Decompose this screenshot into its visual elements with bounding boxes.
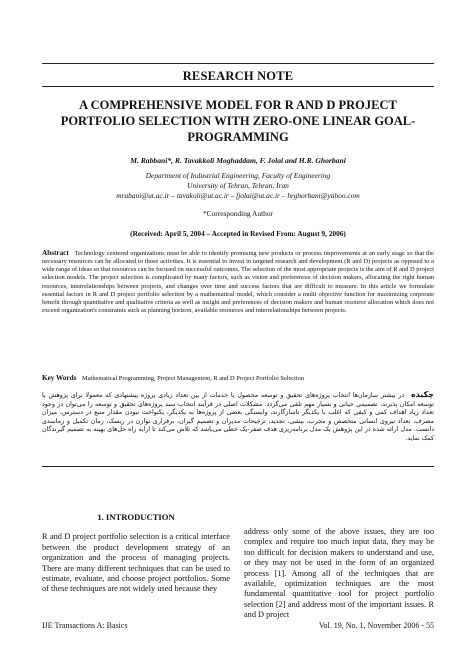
persian-abstract-text: در بیشتر سازمان‌ها انتخاب پروژه‌های تحقیق و توسعه محصول یا خدمات از بین تعداد زیادی پروژه پیشنهادی که معمولا برای پژوهش یا توسعه امکان پذیرند، تصمیمی حیاتی و بسیار مهم تلقی می‌گردد. مشکلات اصلی در فرآیند انتخاب سبد پروژه‌های تحقیق و توسعه را می‌توان در وجود تعداد زیاد اهداف کمی و کیفی که اغلب با یکدیگر ناسازگارند، وابستگی بعضی از پروژه‌ها به یکدیگر، یکنواخت نبودن مقدار منبع در دسترس، میزان مصرف، تعداد نیروی انسانی متخصص و مجرب، بیشی، تجدید، ترجیحات مدیران و تصمیم گیران، برقراری توازن در ریسک، زمان تکمیل و زمانبندی دانست. مدل ارائه شده در این پژوهش یک مدل برنامه‌ریزی هدف صفر-یک خطی می‌باشد که تلاش می‌کند تا ارایه راه حل‌های بهینه به تصمیم گیرندگان کمک نماید. (42, 392, 434, 442)
introduction-heading: 1. INTRODUCTION (97, 512, 175, 522)
abstract-text: Technology centered organizations must be able to identify promising new products or process improvements at an early stage so that the necessary resources can be allocated to those activities. It is essential to invest in targeted research and development (R and D) projects as opposed to a wide range of ideas so that resources can be focused on successful outcomes. The selection of the most appropriate projects is the aim of R and D project selection models. The project selection is complicated by many factors, such as vision and preferences of decision makers, allocating the right human resources, interrelationships between projects, and changes over time and success factors that are difficult to measure. In this article we formulate essential factors in R and D project portfolio selection by a mathematical model, which consider a multi objective function for maximizing corporate benefit through quantitative and qualitative criteria as well as insight and preferences of decision makers and human resource allocation which does not exceed organization's constraints such as planning horizon, available resources and interrelationships between projects. (42, 250, 434, 315)
top-rule (42, 63, 434, 64)
keywords (42, 374, 434, 382)
abstract-label: Abstract (42, 249, 69, 257)
persian-abstract-label: چکیده (410, 390, 434, 399)
section-label: RESEARCH NOTE (182, 69, 294, 83)
affiliation-department: Department of Industrial Engineering, Faculty of Engineering (145, 171, 331, 180)
footer-volume-page: Vol. 19, No. 1, November 2006 - 55 (318, 621, 434, 630)
left-column-text: R and D project portfolio selection is a critical interface between the product development strategy of an organization and the process of managing projects. There are many different techniques that can be used to estimate, evaluate, and choose project portfolios. Some of these techniques are not widely used because they (42, 532, 230, 594)
right-column (244, 527, 434, 621)
authors: M. Rabbani*, R. Tavakkoli Moghaddam, F. Jolai and H.R. Ghorbani (130, 156, 346, 165)
keywords-text: Mathematical Programming, Project Management, R and D Project Portfolio Selection (82, 375, 305, 382)
affiliation-university: University of Tehran, Tehran, Iran (187, 181, 289, 190)
received-dates: (Received: April 5, 2004 – Accepted in Revised From: August 9, 2006) (130, 229, 346, 238)
section-rule (42, 86, 434, 87)
body-rule (42, 466, 434, 467)
paper-title: A COMPREHENSIVE MODEL FOR R AND D PROJECT PORTFOLIO SELECTION WITH ZERO-ONE LINEAR GOAL-PROGRAMMING (60, 98, 416, 144)
corresponding-author-note: *Corresponding Author (202, 209, 273, 218)
footer-journal: IJE Transactions A: Basics (42, 621, 128, 630)
abstract (42, 249, 434, 315)
author-emails: mrabani@ut.ac.ir – tavakoli@ut.ac.ir – fjolai@ut.ac.ir – hrghorbani@yahoo.com (116, 191, 360, 200)
keywords-label: Key Words (42, 374, 77, 382)
persian-abstract (42, 391, 434, 444)
left-column (42, 512, 230, 595)
right-column-text: address only some of the above issues, they are too complex and require too much input data, they may be too difficult for decision makers to understand and use, or they may not be used in the form of an organized process [1]. Among all of the techniques that are available, optimization techniques are the most fundamental quantitative tool for project portfolio selection [2] and address most of the important issues. R and D project (244, 527, 434, 620)
